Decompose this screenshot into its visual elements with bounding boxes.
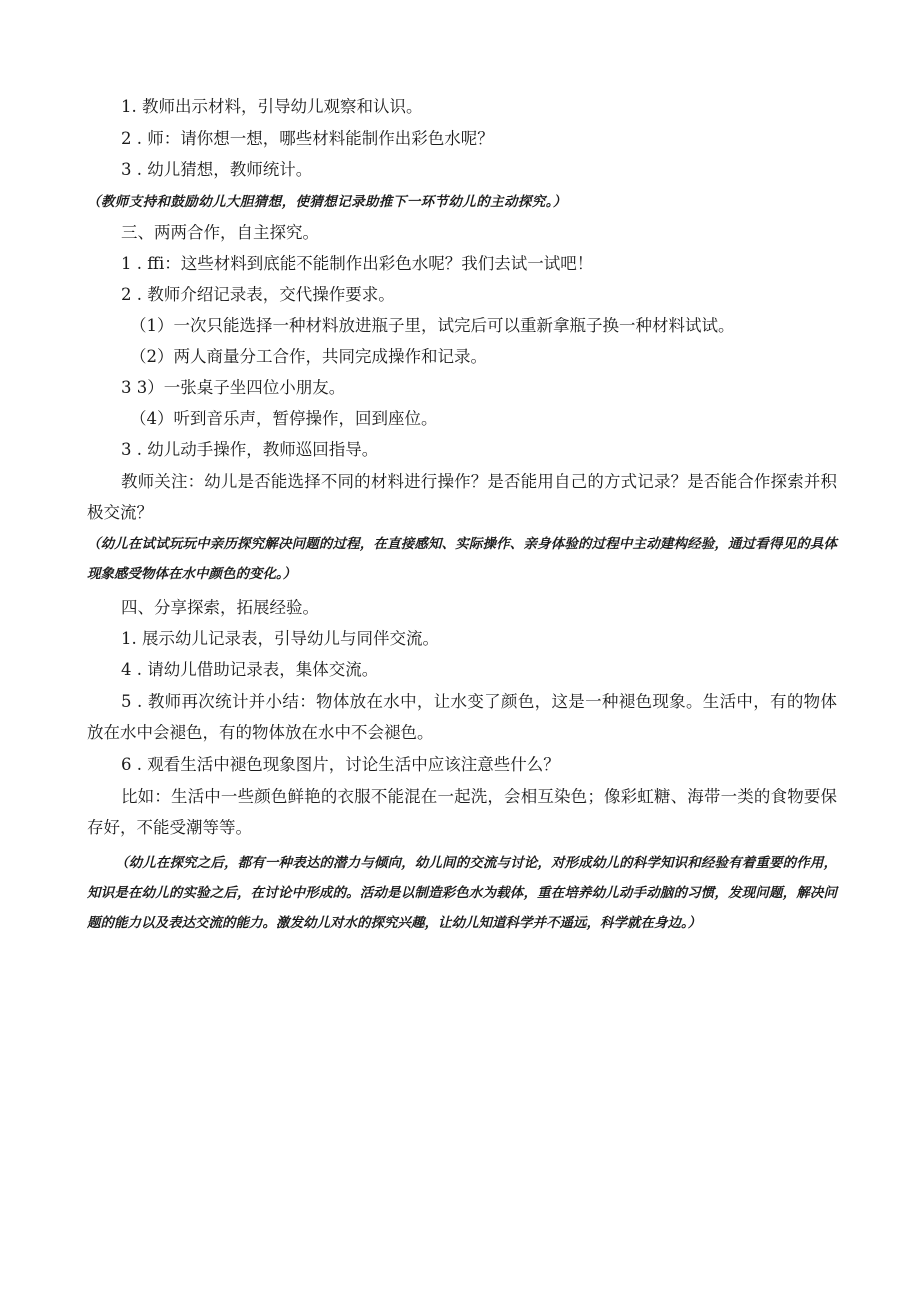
note-hands-on: （幼儿在试试玩玩中亲历探究解决问题的过程，在直接感知、实际操作、亲身体验的过程中主动建构经验，通过看得见的具体现象感受物体在水中颜色的变化。） [87,536,837,582]
explore-step-3: 3 . 幼儿动手操作，教师巡回指导。 [121,440,379,459]
explore-step-2: 2 . 教师介绍记录表，交代操作要求。 [121,285,395,304]
teacher-focus-paragraph: 教师关注：幼儿是否能选择不同的材料进行操作？是否能用自己的方式记录？是否能合作探索并积极交流？ [87,472,837,522]
share-step-4: 6 . 观看生活中褪色现象图片，讨论生活中应该注意些什么？ [121,755,560,774]
summary-paragraph: 5 . 教师再次统计并小结：物体放在水中，让水变了颜色，这是一种褪色现象。生活中，有的物体放在水中会褪色，有的物体放在水中不会褪色。 [87,692,837,742]
note-reflection: （幼儿在探究之后，都有一种表达的潜力与倾向，幼儿间的交流与讨论，对形成幼儿的科学知识和经验有着重要的作用，知识是在幼儿的实验之后，在讨论中形成的。活动是以制造彩色水为载体，重在培养幼儿动手动脑的习惯，发现问题，解决问题的能力以及表达交流的能力。激发幼儿对水的探究兴趣，让幼儿知道科学并不遥远，科学就在身边。） [87,855,837,931]
share-step-2: 4 . 请幼儿借助记录表，集体交流。 [121,660,379,679]
share-step-1: 1. 展示幼儿记录表，引导幼儿与同伴交流。 [121,629,439,648]
requirement-2: （2）两人商量分工合作，共同完成操作和记录。 [130,347,487,366]
explore-step-1: 1 . ffi：这些材料到底能不能制作出彩色水呢？我们去试一试吧！ [121,254,594,273]
step-1-line: 1. 教师出示材料，引导幼儿观察和认识。 [121,97,423,116]
step-2-line: 2 . 师：请你想一想，哪些材料能制作出彩色水呢？ [121,129,494,148]
section-three-heading: 三、两两合作，自主探究。 [121,223,319,242]
example-paragraph: 比如：生活中一些颜色鲜艳的衣服不能混在一起洗，会相互染色；像彩虹糖、海带一类的食物要保存好，不能受潮等等。 [87,787,837,837]
requirement-4: （4）听到音乐声，暂停操作，回到座位。 [130,409,438,428]
section-four-heading: 四、分享探索，拓展经验。 [121,598,319,617]
note-guess: （教师支持和鼓励幼儿大胆猜想，使猜想记录助推下一环节幼儿的主动探究。） [87,194,567,210]
requirement-3: 3 3）一张桌子坐四位小朋友。 [121,378,346,397]
step-3-line: 3 . 幼儿猜想，教师统计。 [121,160,313,179]
requirement-1: （1）一次只能选择一种材料放进瓶子里，试完后可以重新拿瓶子换一种材料试试。 [130,316,735,335]
